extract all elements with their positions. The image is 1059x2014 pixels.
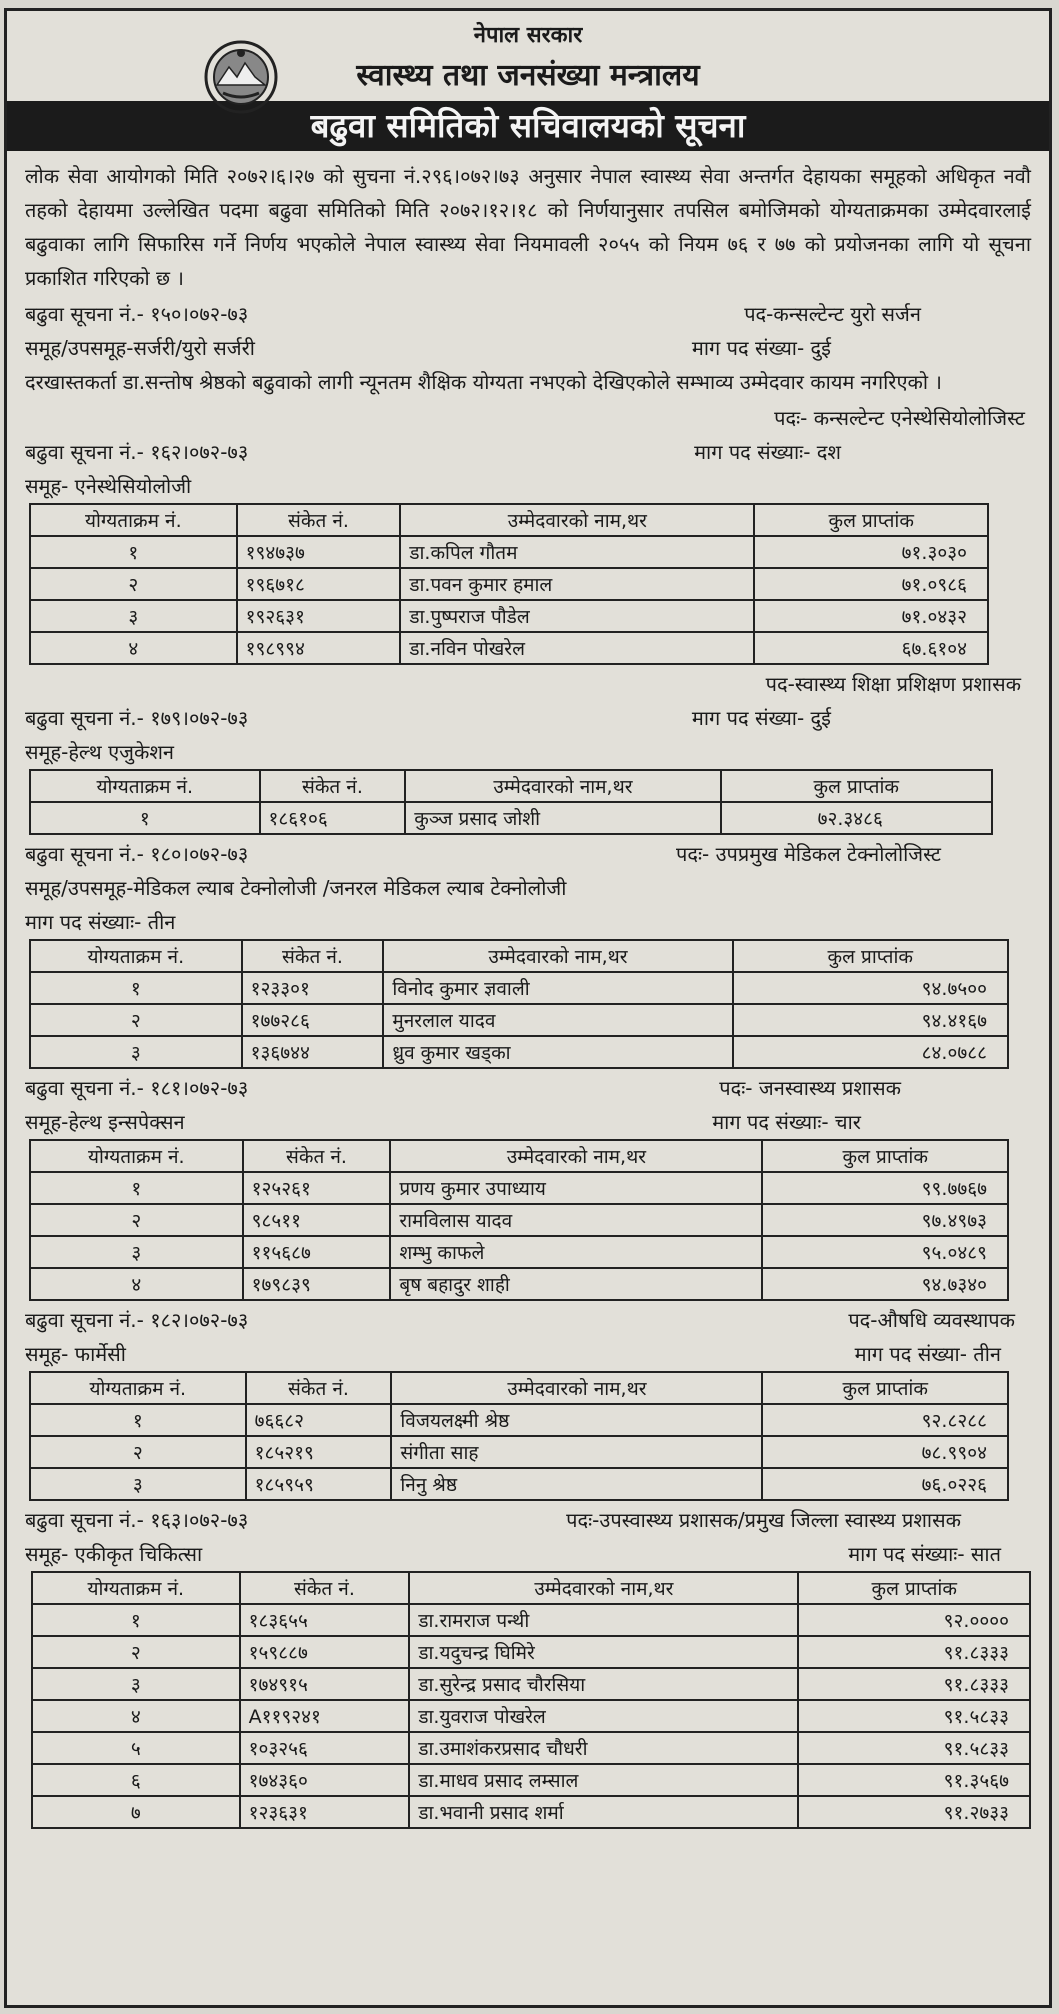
code-cell: ९८५११	[243, 1204, 391, 1236]
government-name: नेपाल सरकार	[473, 23, 583, 48]
notice-page	[4, 8, 1052, 2008]
table-header-row	[30, 770, 992, 802]
rank-cell: १	[30, 802, 260, 834]
notice-header	[7, 11, 1049, 101]
table-row	[32, 1700, 1030, 1732]
code-cell: १३६७४४	[242, 1036, 384, 1068]
table-row	[32, 1796, 1030, 1828]
total-cell: ९१.२७३३	[798, 1796, 1030, 1828]
group-label: समूह/उपसमूह-सर्जरी/युरो सर्जरी	[25, 336, 255, 360]
rank-cell: ६	[32, 1764, 240, 1796]
name-cell: ध्रुव कुमार खड्का	[383, 1036, 732, 1068]
table-row	[32, 1764, 1030, 1796]
table-row	[32, 1636, 1030, 1668]
rank-cell: १	[30, 1172, 243, 1204]
rank-cell: ३	[32, 1668, 240, 1700]
table-row	[32, 1604, 1030, 1636]
table-row	[30, 802, 992, 834]
rank-cell: ७	[32, 1796, 240, 1828]
table-header-row	[30, 940, 1008, 972]
code-cell: १७४९१५	[240, 1668, 410, 1700]
rank-cell: १	[30, 536, 237, 568]
rank-cell: २	[30, 1004, 242, 1036]
table-row	[30, 568, 988, 600]
total-cell: ७१.३०३०	[754, 536, 988, 568]
total-cell: ९१.३५६७	[798, 1764, 1030, 1796]
table-header-row	[30, 1372, 1008, 1404]
name-cell: कुञ्ज प्रसाद जोशी	[405, 802, 720, 834]
rank-cell: ५	[32, 1732, 240, 1764]
code-cell: १८६१०६	[260, 802, 406, 834]
name-cell: निनु श्रेष्ठ	[391, 1468, 762, 1500]
rank-cell: २	[30, 1436, 246, 1468]
ranking-table	[29, 939, 1009, 1069]
demand-count: माग पद संख्याः- चार	[712, 1110, 861, 1134]
code-cell: १२३६३१	[240, 1796, 410, 1828]
name-cell: डा.युवराज पोखरेल	[409, 1700, 798, 1732]
name-cell: संगीता साह	[391, 1436, 762, 1468]
rank-cell: ३	[30, 1236, 243, 1268]
code-cell: १८५९५९	[246, 1468, 392, 1500]
column-header-rank: योग्यताक्रम नं.	[30, 1372, 246, 1404]
rank-cell: ३	[30, 600, 237, 632]
notice-section-3	[7, 667, 1049, 835]
post-title: पद-औषधि व्यवस्थापक	[848, 1308, 1015, 1332]
group-label: समूह- एकीकृत चिकित्सा	[25, 1542, 203, 1566]
notice-number: बढुवा सूचना नं.- १८१।०७२-७३	[25, 1076, 249, 1100]
table-row	[32, 1732, 1030, 1764]
name-cell: डा.पुष्पराज पौडेल	[400, 600, 754, 632]
rank-cell: ४	[30, 1268, 243, 1300]
rank-cell: २	[30, 1204, 243, 1236]
total-cell: ९५.०४८९	[762, 1236, 1008, 1268]
code-cell: १९४७३७	[237, 536, 401, 568]
table-row	[30, 1004, 1008, 1036]
post-title: पद-कन्सल्टेन्ट युरो सर्जन	[744, 302, 921, 326]
column-header-total: कुल प्राप्तांक	[733, 940, 1008, 972]
code-cell: १९८९९४	[237, 632, 401, 664]
code-cell: १२५२६१	[243, 1172, 391, 1204]
column-header-name: उम्मेदवारको नाम,थर	[391, 1372, 762, 1404]
demand-count: माग पद संख्याः- सात	[848, 1542, 1001, 1566]
column-header-code: संकेत नं.	[242, 940, 384, 972]
total-cell: ९१.८३३३	[798, 1636, 1030, 1668]
column-header-code: संकेत नं.	[243, 1140, 391, 1172]
rank-cell: ३	[30, 1036, 242, 1068]
post-title: पदः- उपप्रमुख मेडिकल टेक्नोलोजिस्ट	[675, 842, 941, 866]
notice-banner: बढुवा समितिको सचिवालयको सूचना	[7, 101, 1049, 151]
notice-remark: दरखास्तकर्ता डा.सन्तोष श्रेष्ठको बढुवाको लागी न्यूनतम शैक्षिक योग्यता नभएको देखिएकोले सम्भाव्य उम्मेदवार कायम नगरिएको ।	[25, 370, 943, 394]
table-header-row	[30, 504, 988, 536]
code-cell: १२३३०१	[242, 972, 384, 1004]
code-cell: १०३२५६	[240, 1732, 410, 1764]
code-cell: ७६६८२	[246, 1404, 392, 1436]
name-cell: डा.नविन पोखरेल	[400, 632, 754, 664]
code-cell: ११५६८७	[243, 1236, 391, 1268]
name-cell: डा.कपिल गौतम	[400, 536, 754, 568]
column-header-code: संकेत नं.	[260, 770, 406, 802]
code-cell: १७४३६०	[240, 1764, 410, 1796]
ranking-table	[29, 769, 993, 835]
column-header-code: संकेत नं.	[246, 1372, 392, 1404]
notice-section-1	[7, 297, 1049, 399]
total-cell: ९७.४९७३	[762, 1204, 1008, 1236]
total-cell: ७१.०९८६	[754, 568, 988, 600]
post-title: पदः- जनस्वास्थ्य प्रशासक	[719, 1076, 901, 1100]
table-row	[30, 1268, 1008, 1300]
total-cell: ९४.७३४०	[762, 1268, 1008, 1300]
notice-section-7	[7, 1503, 1049, 1829]
total-cell: ७८.९९०४	[762, 1436, 1008, 1468]
table-header-row	[30, 1140, 1008, 1172]
total-cell: ७६.०२२६	[762, 1468, 1008, 1500]
column-header-rank: योग्यताक्रम नं.	[30, 770, 260, 802]
post-title: पद-स्वास्थ्य शिक्षा प्रशिक्षण प्रशासक	[765, 672, 1021, 696]
column-header-name: उम्मेदवारको नाम,थर	[383, 940, 732, 972]
name-cell: डा.रामराज पन्थी	[409, 1604, 798, 1636]
code-cell: १७७२८६	[242, 1004, 384, 1036]
total-cell: ६७.६१०४	[754, 632, 988, 664]
name-cell: डा.उमाशंकरप्रसाद चौधरी	[409, 1732, 798, 1764]
total-cell: ९४.७५००	[733, 972, 1008, 1004]
rank-cell: ३	[30, 1468, 246, 1500]
total-cell: ९२.००००	[798, 1604, 1030, 1636]
total-cell: ९१.५८३३	[798, 1732, 1030, 1764]
demand-count: माग पद संख्याः- तीन	[25, 910, 176, 934]
table-row	[30, 600, 988, 632]
total-cell: ९४.४१६७	[733, 1004, 1008, 1036]
rank-cell: ४	[32, 1700, 240, 1732]
ranking-table	[31, 1571, 1031, 1829]
notice-number: बढुवा सूचना नं.- १६३।०७२-७३	[25, 1508, 249, 1532]
name-cell: डा.यदुचन्द्र घिमिरे	[409, 1636, 798, 1668]
table-row	[30, 1204, 1008, 1236]
code-cell: १७९८३९	[243, 1268, 391, 1300]
notice-number: बढुवा सूचना नं.- १५०।०७२-७३	[25, 302, 249, 326]
group-label: समूह-हेल्थ एजुकेशन	[25, 740, 175, 764]
name-cell: प्रणय कुमार उपाध्याय	[390, 1172, 762, 1204]
notice-number: बढुवा सूचना नं.- १७९।०७२-७३	[25, 706, 249, 730]
table-row	[30, 632, 988, 664]
table-row	[32, 1668, 1030, 1700]
column-header-name: उम्मेदवारको नाम,थर	[400, 504, 754, 536]
total-cell: ९१.८३३३	[798, 1668, 1030, 1700]
name-cell: डा.पवन कुमार हमाल	[400, 568, 754, 600]
table-row	[30, 1036, 1008, 1068]
column-header-total: कुल प्राप्तांक	[754, 504, 988, 536]
column-header-rank: योग्यताक्रम नं.	[30, 504, 237, 536]
group-label: समूह- एनेस्थेसियोलोजी	[25, 474, 192, 498]
code-cell: १८३६५५	[240, 1604, 410, 1636]
rank-cell: २	[32, 1636, 240, 1668]
column-header-rank: योग्यताक्रम नं.	[32, 1572, 240, 1604]
name-cell: डा.सुरेन्द्र प्रसाद चौरसिया	[409, 1668, 798, 1700]
group-label: समूह- फार्मेसी	[25, 1342, 126, 1366]
table-row	[30, 1172, 1008, 1204]
column-header-code: संकेत नं.	[237, 504, 401, 536]
rank-cell: १	[30, 1404, 246, 1436]
demand-count: माग पद संख्या- दुई	[691, 336, 831, 360]
column-header-total: कुल प्राप्तांक	[798, 1572, 1030, 1604]
ranking-table	[29, 503, 989, 665]
column-header-name: उम्मेदवारको नाम,थर	[390, 1140, 762, 1172]
demand-count: माग पद संख्या- तीन	[854, 1342, 1001, 1366]
table-header-row	[32, 1572, 1030, 1604]
notice-section-5	[7, 1071, 1049, 1301]
table-row	[30, 1404, 1008, 1436]
ranking-table	[29, 1371, 1009, 1501]
name-cell: विनोद कुमार ज्ञवाली	[383, 972, 732, 1004]
notice-number: बढुवा सूचना नं.- १६२।०७२-७३	[25, 440, 249, 464]
name-cell: बृष बहादुर शाही	[390, 1268, 762, 1300]
notice-section-2	[7, 401, 1049, 665]
demand-count: माग पद संख्या- दुई	[691, 706, 831, 730]
name-cell: शम्भु काफले	[390, 1236, 762, 1268]
total-cell: ९९.७७६७	[762, 1172, 1008, 1204]
rank-cell: १	[32, 1604, 240, 1636]
table-row	[30, 536, 988, 568]
column-header-name: उम्मेदवारको नाम,थर	[409, 1572, 798, 1604]
notice-section-4	[7, 837, 1049, 1069]
name-cell: मुनरलाल यादव	[383, 1004, 732, 1036]
column-header-code: संकेत नं.	[240, 1572, 410, 1604]
column-header-rank: योग्यताक्रम नं.	[30, 940, 242, 972]
code-cell: १५९८८७	[240, 1636, 410, 1668]
post-title: पदः- कन्सल्टेन्ट एनेस्थेसियोलोजिस्ट	[774, 406, 1025, 430]
name-cell: डा.भवानी प्रसाद शर्मा	[409, 1796, 798, 1828]
column-header-total: कुल प्राप्तांक	[762, 1140, 1008, 1172]
code-cell: १९२६३१	[237, 600, 401, 632]
column-header-rank: योग्यताक्रम नं.	[30, 1140, 243, 1172]
total-cell: ९२.८२८८	[762, 1404, 1008, 1436]
total-cell: ७२.३४८६	[721, 802, 992, 834]
column-header-name: उम्मेदवारको नाम,थर	[405, 770, 720, 802]
name-cell: रामविलास यादव	[390, 1204, 762, 1236]
column-header-total: कुल प्राप्तांक	[762, 1372, 1008, 1404]
name-cell: विजयलक्ष्मी श्रेष्ठ	[391, 1404, 762, 1436]
column-header-total: कुल प्राप्तांक	[721, 770, 992, 802]
total-cell: ८४.०७८८	[733, 1036, 1008, 1068]
group-label: समूह-हेल्थ इन्सपेक्सन	[25, 1110, 185, 1134]
notice-section-6	[7, 1303, 1049, 1501]
code-cell: A११९२४१	[240, 1700, 410, 1732]
rank-cell: १	[30, 972, 242, 1004]
table-row	[30, 1436, 1008, 1468]
ministry-name: स्वास्थ्य तथा जनसंख्या मन्त्रालय	[356, 58, 700, 93]
table-row	[30, 972, 1008, 1004]
notice-number: बढुवा सूचना नं.- १८०।०७२-७३	[25, 842, 249, 866]
notice-number: बढुवा सूचना नं.- १८२।०७२-७३	[25, 1308, 249, 1332]
table-row	[30, 1468, 1008, 1500]
rank-cell: ४	[30, 632, 237, 664]
demand-count: माग पद संख्याः- दश	[694, 440, 841, 464]
rank-cell: २	[30, 568, 237, 600]
code-cell: १९६७१८	[237, 568, 401, 600]
ranking-table	[29, 1139, 1009, 1301]
group-label: समूह/उपसमूह-मेडिकल ल्याब टेक्नोलोजी /जनरल मेडिकल ल्याब टेक्नोलोजी	[25, 876, 567, 900]
table-row	[30, 1236, 1008, 1268]
code-cell: १८५२१९	[246, 1436, 392, 1468]
total-cell: ७१.०४३२	[754, 600, 988, 632]
intro-paragraph: लोक सेवा आयोगको मिति २०७२।६।२७ को सुचना नं.२९६।०७२।७३ अनुसार नेपाल स्वास्थ्य सेवा अन्तर्गत देहायका समूहको अधिकृत नवौ तहको देहायमा उल्लेखित पदमा बढुवा समितिको मिति २०७२।१२।१८ को निर्णयानुसार तपसिल बमोजिमको योग्यताक्रमका उम्मेदवारलाई बढुवाका लागि सिफारिस गर्ने निर्णय भएकोले नेपाल स्वास्थ्य सेवा नियमावली २०५५ को नियम ७६ र ७७ को प्रयोजनका लागि यो सूचना प्रकाशित गरिएको छ ।	[25, 164, 1031, 290]
name-cell: डा.माधव प्रसाद लम्साल	[409, 1764, 798, 1796]
total-cell: ९१.५८३३	[798, 1700, 1030, 1732]
post-title: पदः-उपस्वास्थ्य प्रशासक/प्रमुख जिल्ला स्वास्थ्य प्रशासक	[566, 1508, 961, 1532]
